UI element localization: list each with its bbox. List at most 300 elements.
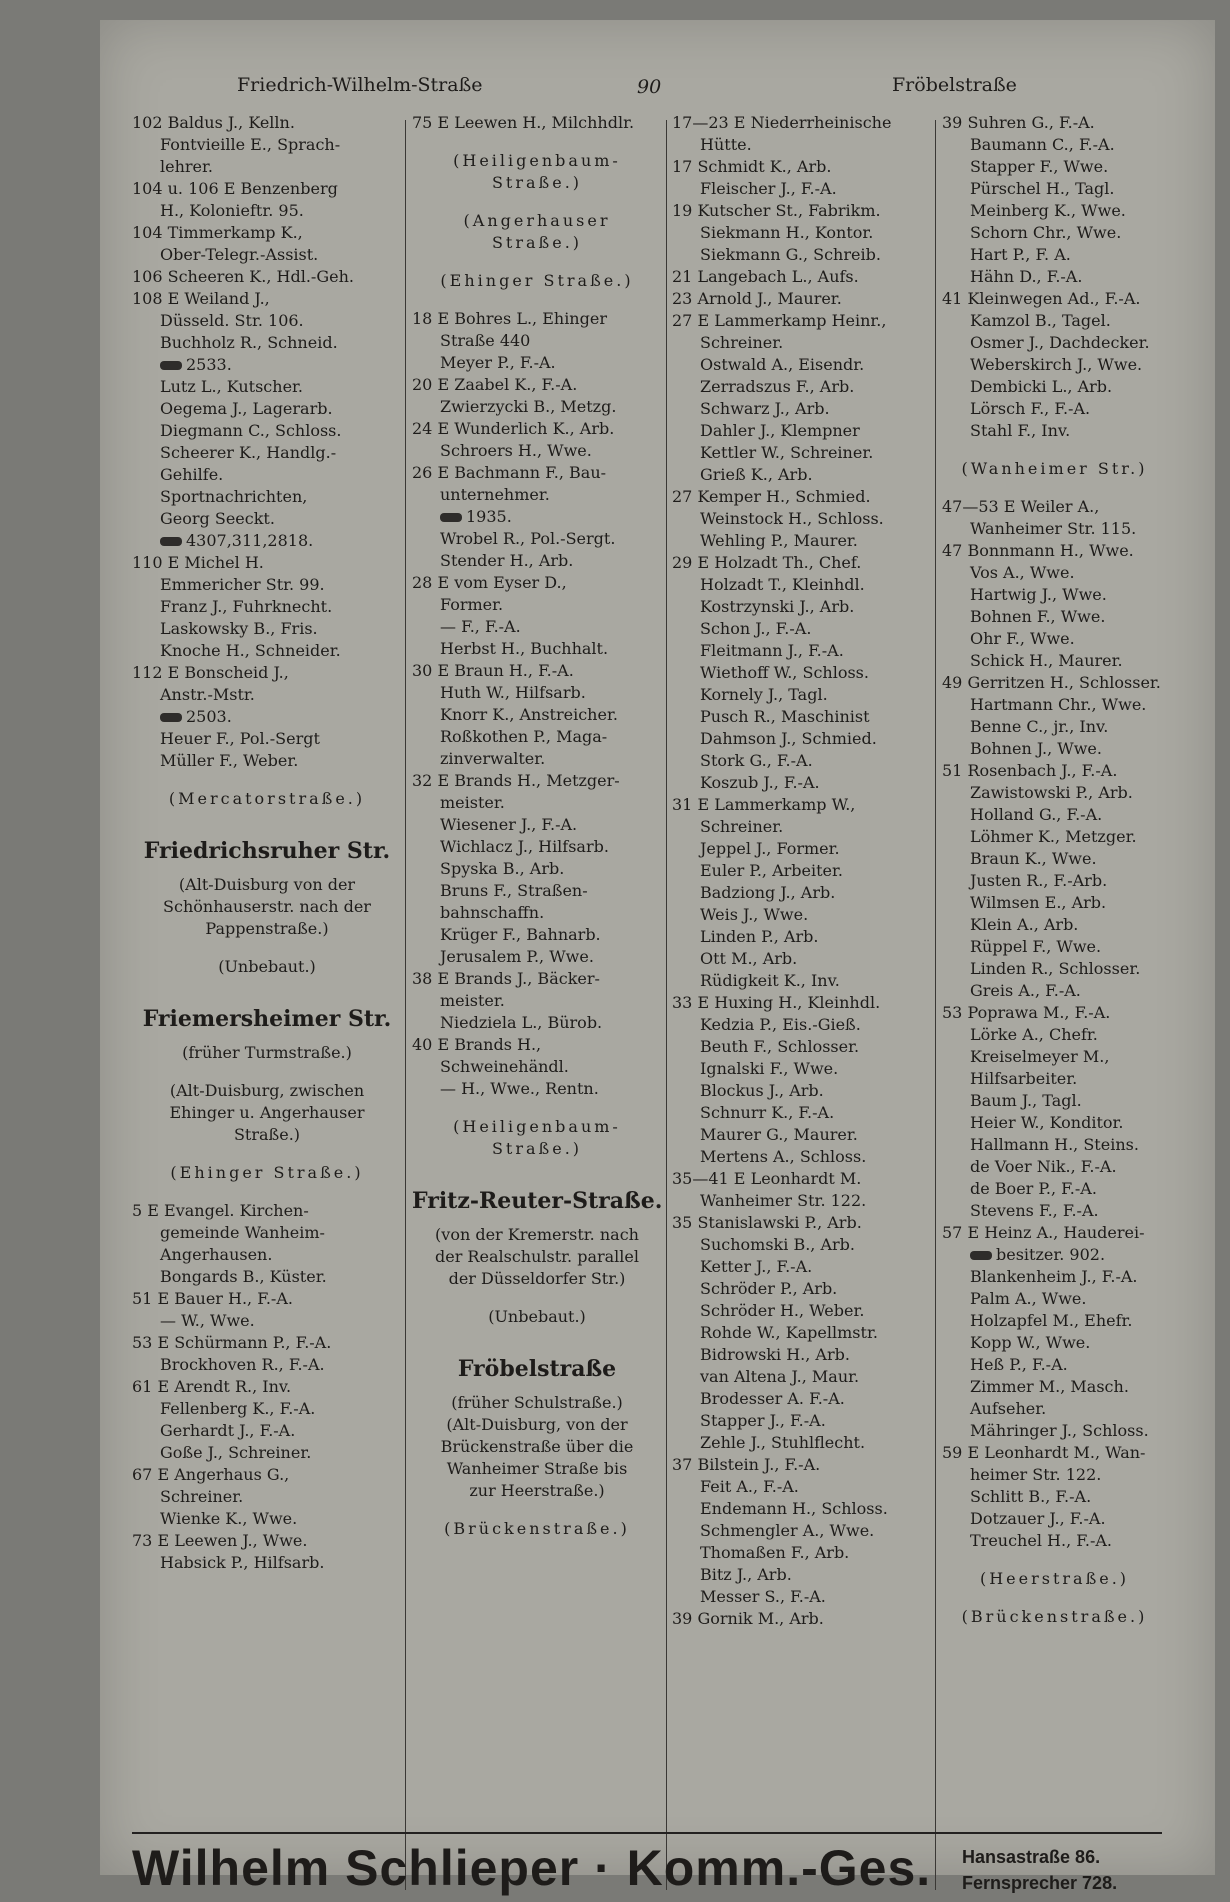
entry-text: Ober-Telegr.-Assist. <box>160 245 319 264</box>
entry-text: Pappenstraße.) <box>205 919 329 938</box>
entry-text: Schick H., Maurer. <box>970 651 1123 670</box>
advert-company: Wilhelm Schlieper · Komm.-Ges. <box>132 1840 932 1896</box>
entry-text: Zimmer M., Masch. <box>970 1377 1129 1396</box>
entry-text: Spyska B., Arb. <box>440 859 565 878</box>
entry-text: Blockus J., Arb. <box>700 1081 824 1100</box>
directory-entry-continued <box>672 662 932 684</box>
entry-text: Suchomski B., Arb. <box>700 1235 855 1254</box>
entry-text: Knoche H., Schneider. <box>160 641 341 660</box>
directory-entry <box>672 200 932 222</box>
street-note <box>412 1392 662 1414</box>
directory-entry-continued <box>132 574 402 596</box>
entry-text: (Heiligenbaum- <box>453 1117 621 1136</box>
entry-text: 23 Arnold J., Maurer. <box>672 289 842 308</box>
directory-entry-continued <box>942 200 1167 222</box>
entry-text: — F., F.-A. <box>440 617 521 636</box>
entry-text: Wilmsen E., Arb. <box>970 893 1107 912</box>
directory-entry-continued <box>672 1300 932 1322</box>
entry-text: 49 Gerritzen H., Schlosser. <box>942 673 1161 692</box>
directory-entry-continued <box>132 1508 402 1530</box>
directory-entry-continued <box>942 870 1167 892</box>
telephone-icon <box>160 361 182 370</box>
directory-entry-continued <box>412 946 662 968</box>
directory-entry-continued <box>672 640 932 662</box>
entry-text: zinverwalter. <box>440 749 546 768</box>
entry-text: Lörsch F., F.-A. <box>970 399 1091 418</box>
entry-text: Fritz-Reuter-Straße. <box>412 1188 663 1214</box>
directory-entry-continued <box>412 1056 662 1078</box>
entry-text: 47 Bonnmann H., Wwe. <box>942 541 1134 560</box>
directory-entry-continued <box>132 1398 402 1420</box>
entry-text: 51 E Bauer H., F.-A. <box>132 1289 293 1308</box>
entry-text: Schroers H., Wwe. <box>440 441 592 460</box>
directory-entry-continued <box>672 1234 932 1256</box>
directory-entry-continued <box>412 1012 662 1034</box>
entry-text: Benne C., jr., Inv. <box>970 717 1109 736</box>
entry-text: 29 E Holzadt Th., Chef. <box>672 553 862 572</box>
entry-text: Schlitt B., F.-A. <box>970 1487 1092 1506</box>
entry-text: 106 Scheeren K., Hdl.-Geh. <box>132 267 354 286</box>
directory-entry <box>672 992 932 1014</box>
entry-text: Maurer G., Maurer. <box>700 1125 858 1144</box>
directory-entry-continued <box>412 594 662 616</box>
directory-entry-continued <box>942 420 1167 442</box>
entry-text: 2533. <box>186 355 232 374</box>
directory-entry-continued <box>942 848 1167 870</box>
directory-entry <box>132 178 402 200</box>
directory-entry-continued <box>412 1078 662 1100</box>
entry-text: bahnschaffn. <box>440 903 545 922</box>
entry-text: Herbst H., Buchhalt. <box>440 639 609 658</box>
directory-entry-continued <box>942 1090 1167 1112</box>
column-divider <box>666 120 667 1890</box>
entry-text: 5 E Evangel. Kirchen- <box>132 1201 309 1220</box>
directory-entry-continued <box>412 924 662 946</box>
advert-divider <box>132 1832 1162 1834</box>
directory-entry-continued <box>942 716 1167 738</box>
entry-text: Pürschel H., Tagl. <box>970 179 1115 198</box>
directory-entry-continued <box>942 1156 1167 1178</box>
directory-entry-continued <box>942 584 1167 606</box>
entry-text: Justen R., F.-Arb. <box>970 871 1108 890</box>
entry-text: 39 Gornik M., Arb. <box>672 1609 824 1628</box>
directory-entry <box>132 222 402 244</box>
directory-entry-continued <box>672 904 932 926</box>
entry-text: 17 Schmidt K., Arb. <box>672 157 832 176</box>
directory-entry-continued <box>672 354 932 376</box>
directory-entry-continued <box>132 1266 402 1288</box>
directory-entry-continued <box>942 738 1167 760</box>
entry-text: Fleischer J., F.-A. <box>700 179 837 198</box>
directory-entry <box>132 662 402 684</box>
directory-entry-continued <box>672 970 932 992</box>
spacer <box>412 1328 662 1344</box>
entry-text: Holzapfel M., Ehefr. <box>970 1311 1133 1330</box>
spacer <box>412 1290 662 1306</box>
entry-text: Dembicki L., Arb. <box>970 377 1113 396</box>
directory-entry <box>132 552 402 574</box>
entry-text: Hart P., F. A. <box>970 245 1071 264</box>
entry-text: Meinberg K., Wwe. <box>970 201 1126 220</box>
entry-text: 20 E Zaabel K., F.-A. <box>412 375 578 394</box>
street-note <box>132 1080 402 1102</box>
entry-text: Hähn D., F.-A. <box>970 267 1083 286</box>
street-note <box>412 1306 662 1328</box>
entry-text: Klein A., Arb. <box>970 915 1079 934</box>
directory-entry-continued <box>942 1398 1167 1420</box>
directory-entry-continued <box>412 484 662 506</box>
directory-entry-continued <box>942 958 1167 980</box>
entry-text: Habsick P., Hilfsarb. <box>160 1553 325 1572</box>
directory-entry-continued <box>132 156 402 178</box>
entry-text: Siekmann G., Schreib. <box>700 245 881 264</box>
entry-text: Schnurr K., F.-A. <box>700 1103 835 1122</box>
entry-text: Hartmann Chr., Wwe. <box>970 695 1147 714</box>
directory-entry-continued <box>942 1288 1167 1310</box>
directory-entry-continued <box>672 1036 932 1058</box>
directory-entry <box>412 308 662 330</box>
directory-entry <box>132 112 402 134</box>
directory-entry-continued <box>412 616 662 638</box>
entry-text: Siekmann H., Kontor. <box>700 223 874 242</box>
entry-text: Bidrowski H., Arb. <box>700 1345 850 1364</box>
directory-entry-continued <box>942 1134 1167 1156</box>
directory-entry-continued <box>942 804 1167 826</box>
directory-entry-continued <box>672 838 932 860</box>
entry-text: Stevens F., F.-A. <box>970 1201 1099 1220</box>
street-note <box>412 1480 662 1502</box>
directory-entry <box>942 540 1167 562</box>
entry-text: de Voer Nik., F.-A. <box>970 1157 1117 1176</box>
cross-street-label <box>132 1162 402 1184</box>
entry-text: Straße.) <box>491 233 583 252</box>
directory-entry-continued <box>412 528 662 550</box>
directory-entry-continued <box>132 1420 402 1442</box>
spacer <box>132 1184 402 1200</box>
directory-entry-continued <box>132 530 402 552</box>
entry-text: Heß P., F.-A. <box>970 1355 1068 1374</box>
directory-entry-continued <box>672 1278 932 1300</box>
entry-text: Georg Seeckt. <box>160 509 275 528</box>
directory-entry-continued <box>672 1520 932 1542</box>
directory-entry-continued <box>412 682 662 704</box>
cross-street-label <box>412 1518 662 1540</box>
directory-entry <box>942 1442 1167 1464</box>
directory-entry-continued <box>672 1256 932 1278</box>
entry-text: Mertens A., Schloss. <box>700 1147 867 1166</box>
directory-entry <box>672 1212 932 1234</box>
cross-street-label <box>412 1138 662 1160</box>
entry-text: 24 E Wunderlich K., Arb. <box>412 419 615 438</box>
entry-text: Badziong J., Arb. <box>700 883 836 902</box>
directory-entry-continued <box>132 464 402 486</box>
directory-entry-continued <box>942 1046 1167 1068</box>
entry-text: 104 u. 106 E Benzenberg <box>132 179 338 198</box>
entry-text: Heuer F., Pol.-Sergt <box>160 729 320 748</box>
entry-text: 40 E Brands H., <box>412 1035 542 1054</box>
street-heading <box>132 836 402 866</box>
entry-text: (Alt-Duisburg, zwischen <box>169 1081 365 1100</box>
cross-street-label <box>412 232 662 254</box>
spacer <box>942 480 1167 496</box>
entry-text: Stork G., F.-A. <box>700 751 813 770</box>
entry-text: Zerradszus F., Arb. <box>700 377 855 396</box>
street-note <box>132 874 402 896</box>
cross-street-label <box>412 270 662 292</box>
entry-text: 53 Poprawa M., F.-A. <box>942 1003 1111 1022</box>
directory-entry-continued <box>942 628 1167 650</box>
entry-text: Angerhausen. <box>160 1245 273 1264</box>
entry-text: Messer S., F.-A. <box>700 1587 826 1606</box>
directory-entry-continued <box>132 508 402 530</box>
spacer <box>132 1064 402 1080</box>
street-note <box>132 1102 402 1124</box>
directory-entry <box>132 1200 402 1222</box>
directory-entry-continued <box>942 694 1167 716</box>
directory-entry-continued <box>942 936 1167 958</box>
entry-text: Stapper J., F.-A. <box>700 1411 826 1430</box>
directory-entry <box>942 496 1167 518</box>
entry-text: Endemann H., Schloss. <box>700 1499 888 1518</box>
entry-text: Anstr.-Mstr. <box>160 685 255 704</box>
directory-entry <box>132 1464 402 1486</box>
directory-entry-continued <box>942 892 1167 914</box>
spacer <box>942 1590 1167 1606</box>
directory-entry-continued <box>132 1310 402 1332</box>
entry-text: Knorr K., Anstreicher. <box>440 705 618 724</box>
entry-text: 102 Baldus J., Kelln. <box>132 113 295 132</box>
directory-entry-continued <box>412 440 662 462</box>
street-heading <box>412 1354 662 1384</box>
directory-entry-continued <box>412 550 662 572</box>
entry-text: Aufseher. <box>970 1399 1047 1418</box>
directory-entry-continued <box>942 134 1167 156</box>
entry-text: Dotzauer J., F.-A. <box>970 1509 1106 1528</box>
spacer <box>412 292 662 308</box>
spacer <box>132 978 402 994</box>
entry-text: Rohde W., Kapellmstr. <box>700 1323 878 1342</box>
entry-text: Schreiner. <box>700 333 784 352</box>
directory-entry <box>412 968 662 990</box>
entry-text: 21 Langebach L., Aufs. <box>672 267 859 286</box>
directory-entry <box>412 660 662 682</box>
entry-text: Gehilfe. <box>160 465 224 484</box>
entry-text: 47—53 E Weiler A., <box>942 497 1100 516</box>
entry-text: 38 E Brands J., Bäcker- <box>412 969 600 988</box>
directory-entry-continued <box>672 244 932 266</box>
directory-entry-continued <box>942 1244 1167 1266</box>
directory-entry-continued <box>672 1124 932 1146</box>
directory-entry-continued <box>672 1410 932 1432</box>
directory-entry-continued <box>672 1014 932 1036</box>
header-right-street: Fröbelstraße <box>892 74 1017 96</box>
entry-text: Kopp W., Wwe. <box>970 1333 1091 1352</box>
directory-entry-continued <box>412 880 662 902</box>
column-divider <box>405 120 406 1890</box>
entry-text: Laskowsky B., Fris. <box>160 619 318 638</box>
entry-text: 39 Suhren G., F.-A. <box>942 113 1095 132</box>
directory-entry-continued <box>942 376 1167 398</box>
entry-text: gemeinde Wanheim- <box>160 1223 325 1242</box>
entry-text: Kostrzynski J., Arb. <box>700 597 855 616</box>
directory-entry-continued <box>942 178 1167 200</box>
directory-entry-continued <box>672 178 932 200</box>
directory-entry-continued <box>672 134 932 156</box>
entry-text: (Unbebaut.) <box>488 1307 586 1326</box>
directory-entry-continued <box>132 244 402 266</box>
entry-text: meister. <box>440 793 505 812</box>
entry-text: Jerusalem P., Wwe. <box>440 947 594 966</box>
spacer <box>132 772 402 788</box>
entry-text: 75 E Leewen H., Milchhdlr. <box>412 113 635 132</box>
entry-text: Kreiselmeyer M., <box>970 1047 1110 1066</box>
directory-entry-continued <box>412 506 662 528</box>
entry-text: lehrer. <box>160 157 213 176</box>
directory-entry <box>672 288 932 310</box>
entry-text: Wiethoff W., Schloss. <box>700 663 869 682</box>
directory-entry-continued <box>942 980 1167 1002</box>
entry-text: 30 E Braun H., F.-A. <box>412 661 574 680</box>
entry-text: van Altena J., Maur. <box>700 1367 860 1386</box>
entry-text: (Alt-Duisburg, von der <box>446 1415 628 1434</box>
entry-text: Friemersheimer Str. <box>142 1006 392 1032</box>
directory-entry-continued <box>132 1486 402 1508</box>
directory-entry <box>942 672 1167 694</box>
street-note <box>412 1436 662 1458</box>
entry-text: Ignalski F., Wwe. <box>700 1059 839 1078</box>
telephone-icon <box>970 1251 992 1260</box>
directory-entry-continued <box>942 332 1167 354</box>
directory-entry <box>942 1002 1167 1024</box>
entry-text: Wanheimer Str. 115. <box>970 519 1137 538</box>
entry-text: de Boer P., F.-A. <box>970 1179 1097 1198</box>
street-note <box>132 918 402 940</box>
entry-text: (Brückenstraße.) <box>444 1519 630 1538</box>
directory-entry-continued <box>942 650 1167 672</box>
cross-street-label <box>942 1568 1167 1590</box>
directory-entry-continued <box>672 882 932 904</box>
entry-text: Kettler W., Schreiner. <box>700 443 874 462</box>
entry-text: Zehle J., Stuhlflecht. <box>700 1433 866 1452</box>
column-2 <box>412 112 662 1540</box>
entry-text: der Realschulstr. parallel <box>434 1247 639 1266</box>
entry-text: Koszub J., F.-A. <box>700 773 820 792</box>
directory-entry <box>412 462 662 484</box>
entry-text: Brodesser A. F.-A. <box>700 1389 845 1408</box>
running-header <box>132 74 1162 108</box>
directory-entry-continued <box>672 618 932 640</box>
entry-text: Stapper F., Wwe. <box>970 157 1109 176</box>
directory-entry <box>672 1454 932 1476</box>
directory-entry-continued <box>672 376 932 398</box>
directory-entry-continued <box>942 1310 1167 1332</box>
directory-entry-continued <box>412 352 662 374</box>
entry-text: Wanheimer Str. 122. <box>700 1191 867 1210</box>
directory-entry-continued <box>672 728 932 750</box>
entry-text: Fontvieille E., Sprach- <box>160 135 341 154</box>
entry-text: (Brückenstraße.) <box>961 1607 1148 1626</box>
directory-entry-continued <box>672 1080 932 1102</box>
entry-text: Stender H., Arb. <box>440 551 574 570</box>
directory-entry <box>672 1608 932 1630</box>
street-note <box>412 1268 662 1290</box>
header-left-street: Friedrich-Wilhelm-Straße <box>237 74 483 96</box>
directory-entry <box>412 572 662 594</box>
directory-entry-continued <box>672 684 932 706</box>
entry-text: 4307,311,2818. <box>186 531 314 550</box>
entry-text: Franz J., Fuhrknecht. <box>160 597 333 616</box>
directory-entry-continued <box>672 1344 932 1366</box>
directory-entry-continued <box>132 1244 402 1266</box>
directory-entry-continued <box>942 1508 1167 1530</box>
directory-entry <box>942 112 1167 134</box>
street-note <box>412 1414 662 1436</box>
directory-entry-continued <box>942 1024 1167 1046</box>
directory-entry-continued <box>132 486 402 508</box>
directory-entry-continued <box>132 332 402 354</box>
directory-entry <box>672 552 932 574</box>
entry-text: 57 E Heinz A., Hauderei- <box>942 1223 1145 1242</box>
page-content <box>132 60 1162 1896</box>
directory-entry-continued <box>132 1354 402 1376</box>
directory-entry-continued <box>672 442 932 464</box>
directory-entry-continued <box>132 398 402 420</box>
entry-text: Schreiner. <box>700 817 784 836</box>
advert-address: Hansastraße 86. <box>962 1847 1101 1867</box>
entry-text: Ohr F., Wwe. <box>970 629 1075 648</box>
entry-text: Kornely J., Tagl. <box>700 685 828 704</box>
cross-street-label <box>412 1116 662 1138</box>
spacer <box>412 1100 662 1116</box>
cross-street-label <box>132 788 402 810</box>
directory-entry-continued <box>672 574 932 596</box>
cross-street-label <box>412 150 662 172</box>
entry-text: 28 E vom Eyser D., <box>412 573 567 592</box>
entry-text: Weinstock H., Schloss. <box>700 509 884 528</box>
entry-text: Weberskirch J., Wwe. <box>970 355 1143 374</box>
directory-entry-continued <box>942 1332 1167 1354</box>
entry-text: Straße.) <box>491 1139 583 1158</box>
entry-text: zur Heerstraße.) <box>469 1481 605 1500</box>
entry-text: Hartwig J., Wwe. <box>970 585 1107 604</box>
entry-text: (früher Turmstraße.) <box>182 1043 352 1062</box>
entry-text: Palm A., Wwe. <box>970 1289 1087 1308</box>
entry-text: (Ehinger Straße.) <box>440 271 634 290</box>
directory-entry-continued <box>672 750 932 772</box>
entry-text: 18 E Bohres L., Ehinger <box>412 309 607 328</box>
entry-text: Linden P., Arb. <box>700 927 819 946</box>
entry-text: (Wanheimer Str.) <box>961 459 1148 478</box>
spacer <box>412 254 662 270</box>
entry-text: Schorn Chr., Wwe. <box>970 223 1122 242</box>
spacer <box>412 1502 662 1518</box>
entry-text: unternehmer. <box>440 485 550 504</box>
entry-text: 67 E Angerhaus G., <box>132 1465 290 1484</box>
cross-street-label <box>412 172 662 194</box>
directory-entry-continued <box>132 420 402 442</box>
directory-entry-continued <box>132 310 402 332</box>
directory-entry-continued <box>942 354 1167 376</box>
entry-text: Grieß K., Arb. <box>700 465 813 484</box>
directory-entry-continued <box>942 914 1167 936</box>
entry-text: 108 E Weiland J., <box>132 289 270 308</box>
entry-text: 1935. <box>466 507 512 526</box>
entry-text: 19 Kutscher St., Fabrikm. <box>672 201 881 220</box>
entry-text: Rüdigkeit K., Inv. <box>700 971 840 990</box>
directory-entry-continued <box>132 354 402 376</box>
directory-entry-continued <box>672 1366 932 1388</box>
entry-text: 35 Stanislawski P., Arb. <box>672 1213 862 1232</box>
